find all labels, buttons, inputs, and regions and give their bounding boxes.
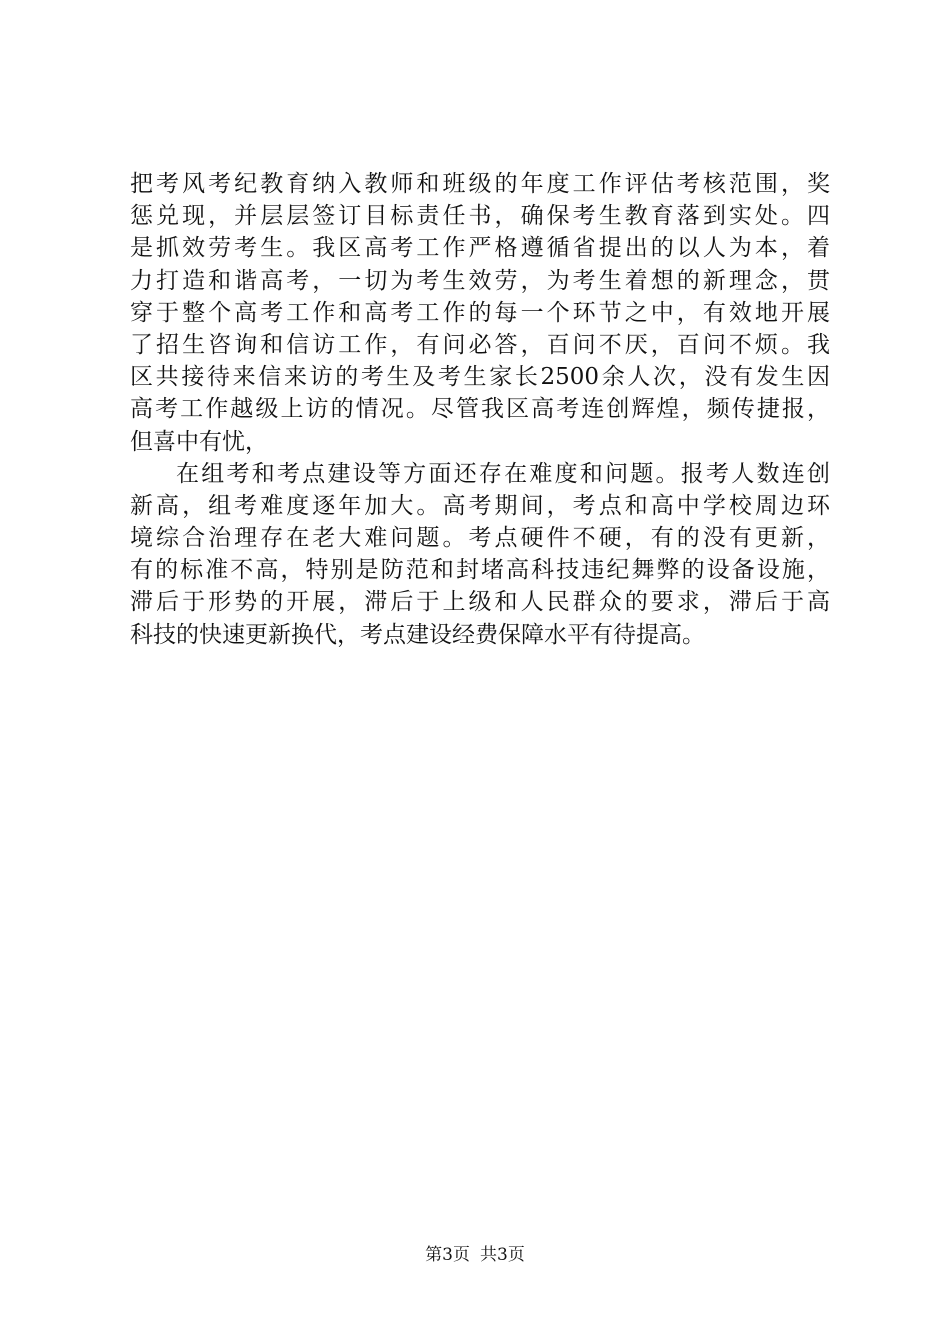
page-number-total: 共3页	[480, 1245, 525, 1265]
paragraph-1	[130, 168, 830, 458]
text-line: 惩兑现，并层层签订目标责任书，确保考生教育落到实处。四	[130, 203, 830, 230]
text-line: 有的标准不高，特别是防范和封堵高科技违纪舞弊的设备设施，	[130, 557, 830, 584]
text-line: 新高，组考难度逐年加大。高考期间，考点和高中学校周边环	[130, 492, 830, 519]
text-line: 区共接待来信来访的考生及考生家长2500余人次，没有发生因	[130, 364, 830, 391]
text-line: 力打造和谐高考，一切为考生效劳，为考生着想的新理念，贯	[130, 267, 830, 294]
page-number-current: 第3页	[425, 1245, 470, 1265]
page-footer	[0, 1244, 950, 1266]
body-text	[130, 168, 830, 651]
text-line: 是抓效劳考生。我区高考工作严格遵循省提出的以人为本，着	[130, 235, 830, 262]
text-line: 但喜中有忧，	[130, 428, 268, 455]
text-line: 境综合治理存在老大难问题。考点硬件不硬，有的没有更新，	[130, 525, 830, 552]
text-line: 在组考和考点建设等方面还存在难度和问题。报考人数连创	[176, 460, 830, 487]
text-line: 穿于整个高考工作和高考工作的每一个环节之中，有效地开展	[130, 299, 830, 326]
text-line: 把考风考纪教育纳入教师和班级的年度工作评估考核范围，奖	[130, 171, 830, 197]
paragraph-2	[130, 458, 830, 651]
text-line: 了招生咨询和信访工作，有问必答，百问不厌，百问不烦。我	[130, 331, 830, 358]
text-line: 滞后于形势的开展，滞后于上级和人民群众的要求，滞后于高	[130, 589, 830, 616]
text-line: 高考工作越级上访的情况。尽管我区高考连创辉煌，频传捷报，	[130, 396, 830, 423]
text-line: 科技的快速更新换代，考点建设经费保障水平有待提高。	[130, 621, 705, 648]
